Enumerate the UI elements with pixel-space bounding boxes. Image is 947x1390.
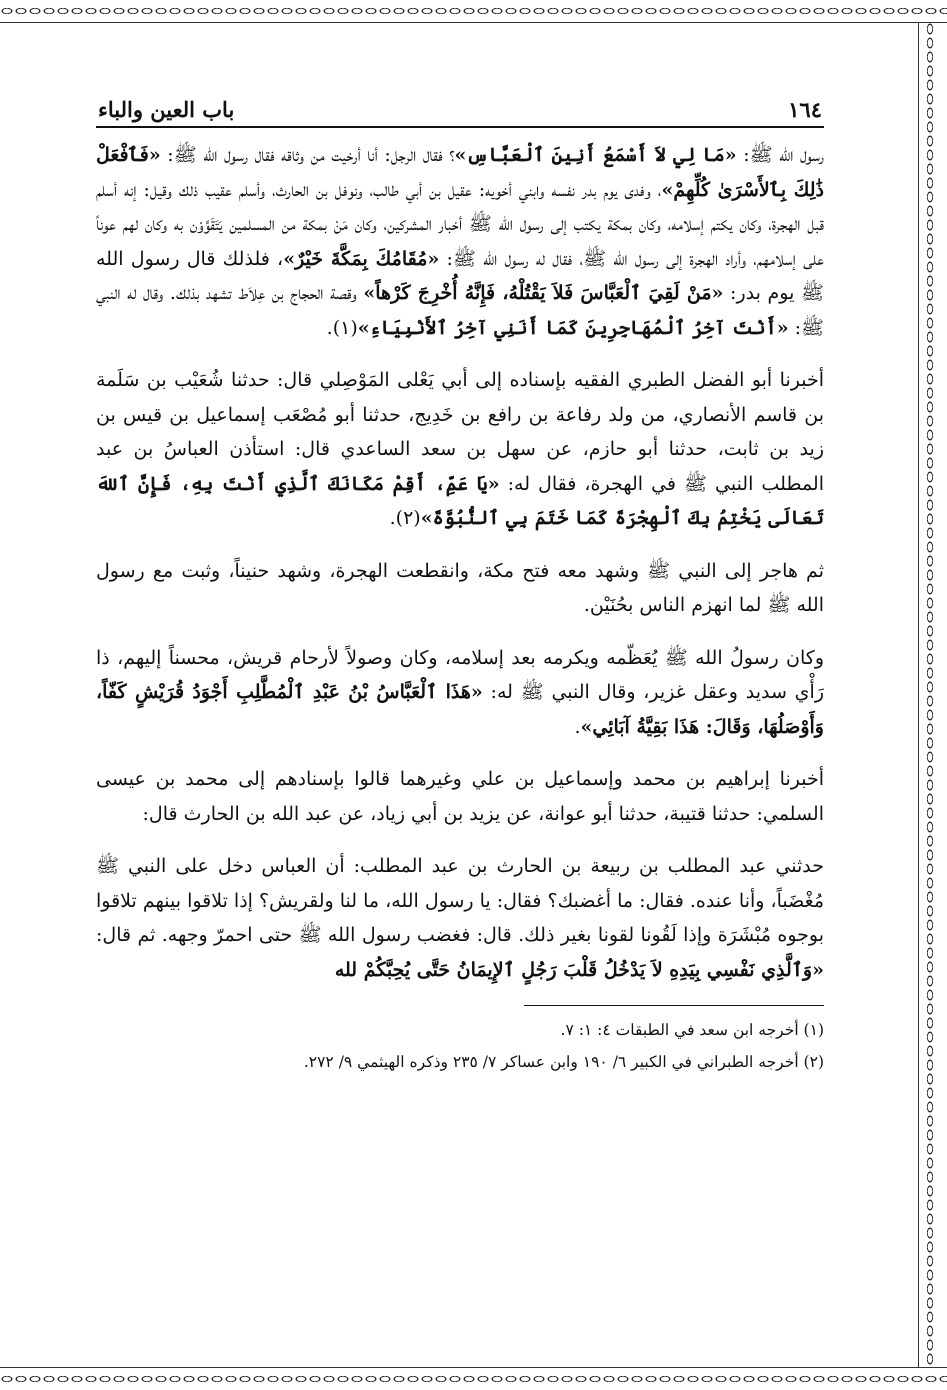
hadith-quote: «مَنْ لَقِيَ ٱلْعَبَّاسَ فَلاَ يَقْتُلْهُ، فَإِنَّهُ أُخْرِجَ كَرْهاً» [363, 282, 724, 304]
text-run: حدثني عبد المطلب بن ربيعة بن الحارث بن عبد المطلب: أن العباس دخل على النبي ﷺ مُغْضَباً، وأنا عنده. فقال: ما أغضبك؟ فقال: يا رسول الله، ما لنا ولقريش؟ إذا تلاقوا بينهم تلاقوا بوجوه مُبْشَرَة وإذا لَقُونا لقونا بغير ذلك. قال: فغضب رسول الله ﷺ حتى احمرّ وجهه. ثم قال: [96, 855, 824, 946]
text-run: وكان رسولُ الله ﷺ يُعَظّمه ويكرمه بعد إسلامه، وكان وصولاً لأرحام قريش، محسناً إليهم، ذا رَأْي سديد وعقل غزير، وقال النبي ﷺ له: [96, 646, 824, 703]
main-text [96, 138, 824, 987]
text-run: رسول الله ﷺ: [736, 144, 824, 166]
footnote-separator [524, 1005, 824, 1006]
text-run: أخبرنا أبو الفضل الطبري الفقيه بإسناده إلى أبي يَعْلى المَوْصِلي قال: حدثنا شُعَيْب بن سَلَمة بن قاسم الأنصاري، من ولد رفاعة بن رافع بن خَدِيج، حدثنا أبو مُصْعَب إسماعيل بن قيس بن زيد بن ثابت، حدثنا أبو حازم، عن سهل بن سعد الساعدي قال: استأذن العباسُ بن عبد المطلب النبي ﷺ في الهجرة، فقال له: [96, 369, 824, 495]
page-border-top [0, 0, 947, 23]
hadith-quote: «وَٱلَّذِي نَفْسِي بِيَدِهِ لاَ يَدْخُلُ قَلْبَ رَجُلٍ ٱلإِيمَانُ حَتَّى يُحِبَّكُمْ لله [334, 958, 824, 981]
page-number: ١٦٤ [788, 97, 822, 122]
hadith-quote: «أَنْتَ آخِرُ ٱلْمُهَاجِرِينَ كَمَا أَنَنِي آخِرُ ٱلأَنْبِيَاءِ» [357, 316, 789, 339]
hadith-quote: «فَٱفْعَلْ ذَٰلِكَ بِٱلأَسْرَىٰ كُلِّهِمْ» [96, 144, 825, 201]
paragraph [96, 762, 824, 831]
hadith-quote: «مُقَامُكَ بِمَكَّةَ خَيْرٌ» [283, 247, 440, 270]
text-run: . [574, 715, 581, 738]
paragraph [96, 641, 824, 745]
page-border-bottom [0, 1367, 947, 1390]
page-border-right [918, 22, 941, 1367]
chapter-title: باب العين والباء [98, 97, 235, 122]
text-run: ؟ فقال الرجل: أنا أرخيت من وثاقه فقال رسول الله ﷺ: [160, 144, 455, 166]
book-page [96, 88, 824, 1078]
paragraph [96, 554, 824, 623]
footnote: (١) أخرجه ابن سعد في الطبقات ٤: ١: ٧. [560, 1021, 824, 1039]
paragraph [96, 363, 824, 536]
text-run: ، فلذلك قال رسول الله ﷺ يوم بدر: [96, 247, 824, 304]
footnotes [96, 1014, 824, 1078]
paragraph [96, 849, 824, 987]
footnote: (٢) أخرجه الطبراني في الكبير ٦/ ١٩٠ وابن عساكر ٧/ ٢٣٥ وذكره الهيثمي ٩/ ٢٧٢. [303, 1053, 824, 1071]
text-run: (٢). [389, 507, 421, 529]
text-run: أخبرنا إبراهيم بن محمد وإسماعيل بن علي وغيرهما قالوا بإسنادهم إلى محمد بن عيسى السلمي: حدثنا قتيبة، حدثنا أبو عوانة، عن يزيد بن أبي زياد، عن عبد الله بن الحارث قال: [96, 768, 824, 825]
running-header [96, 88, 824, 128]
text-run: ، وفدى يوم بدر نفسه وابني أخويه: عقيل بن أبي طالب، ونوفل بن الحارث، وأسلم عقيب ذلك وقيل: إنه أسلم قبل الهجرة، وكان يكتم إسلامه، وكان بمكة يكتب إلى رسول الله ﷺ أخبار المشركين، وكان مَنْ بمكة من المسلمين يَتَقَوَّوْن به وكان لهم عوناً على إسلامهم، وأراد الهجرة إلى رسول الله ﷺ، فقال له رسول الله ﷺ: [96, 178, 824, 270]
hadith-quote: «يَا عَمِّ، أَقِمْ مَكَانَكَ ٱلَّذِي أَنْتَ بِهِ، فَإِنَّ ٱللهَ تَعَالَى يَخْتِمُ بِكَ ٱلْهِجْرَةَ كَمَا خَتَمَ بِي ٱلنُّبُوَّةَ» [96, 472, 824, 529]
text-run: وقصة الحجاج بن عِلاَط تشهد بذلك. وقال له النبي ﷺ: [96, 282, 824, 339]
text-run: ثم هاجر إلى النبي ﷺ وشهد معه فتح مكة، وانقطعت الهجرة، وشهد حنيناً، وثبت مع رسول الله ﷺ لما انهزم الناس بحُنَيْن. [96, 559, 824, 616]
text-run: (١). [326, 316, 358, 339]
hadith-quote: «مَا لِي لاَ أَسْمَعُ أَنِينَ ٱلْعَبَّاسِ» [454, 144, 737, 166]
paragraph [96, 138, 824, 345]
hadith-quote: «هَذَا ٱلْعَبَّاسُ بْنُ عَبْدِ ٱلْمُطَّلِبِ أَجْوَدُ قُرَيْشٍ كَفّاً، وَأَوْصَلُهَا، وَقَالَ: هَذَا بَقِيَّةُ آبَائِي» [96, 681, 824, 738]
